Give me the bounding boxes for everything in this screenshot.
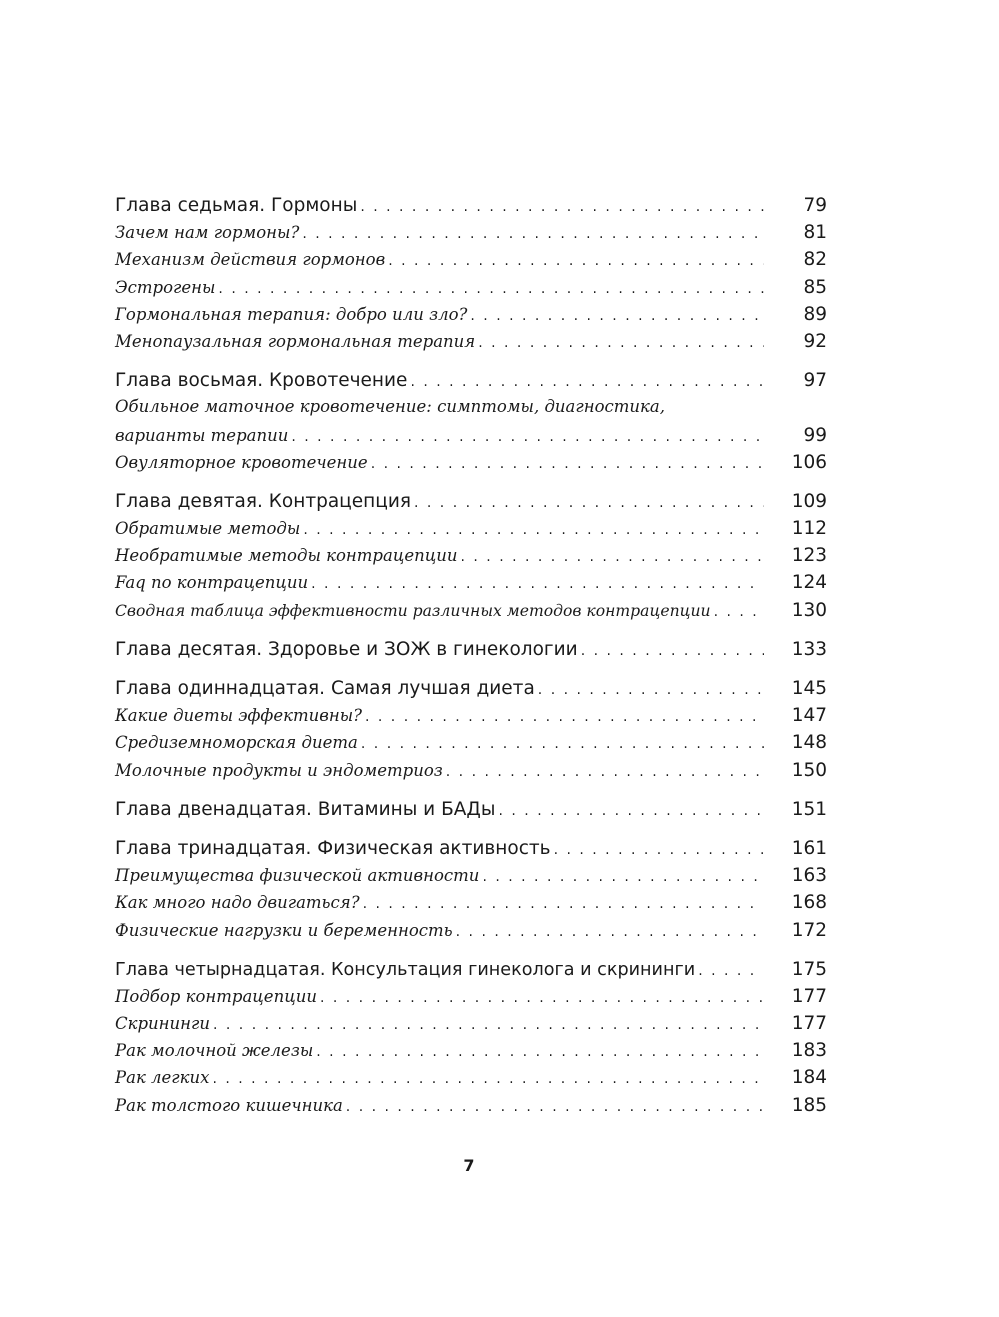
page-number: 92 [803,330,827,352]
chapter-title: Глава двенадцатая. Витамины и БАДы [115,798,496,820]
section-entry [115,277,827,304]
section-title: Faq по контрацепции [115,573,309,593]
dot-leader [461,549,765,565]
page-number: 147 [791,705,827,727]
chapter-entry [115,370,827,397]
table-of-contents [115,195,827,1134]
dot-leader [320,990,764,1006]
page-number: 175 [791,958,827,980]
section-title: Рак молочной железы [115,1041,314,1061]
dot-leader [291,429,764,445]
chapter-entry [115,491,827,518]
section-entry [115,920,827,947]
chapter-title: Глава тринадцатая. Физическая активность [115,837,551,859]
dot-leader [363,896,764,912]
section-entry [115,249,827,276]
section-title: Сводная таблица эффективности различных методов контрацепции [115,601,711,620]
section-entry [115,518,827,545]
chapter-entry [115,195,827,222]
page-number: 172 [791,919,827,941]
section-title: Гормональная терапия: добро или зло? [115,304,468,324]
chapter-group-10 [115,639,827,666]
section-entry [115,222,827,249]
chapter-entry [115,838,827,865]
section-title: Обратимые методы [115,519,301,539]
section-title: Менопаузальная гормональная терапия [115,331,476,351]
page-number: 85 [803,276,827,298]
chapter-group-14 [115,959,827,1122]
dot-leader [581,643,764,659]
section-title: Зачем нам гормоны? [115,223,300,243]
chapter-group-8 [115,370,827,479]
section-title: Подбор контрацепции [115,986,317,1006]
page-number: 177 [791,985,827,1007]
page-number: 184 [791,1067,827,1089]
dot-leader [499,803,765,819]
dot-leader [360,199,764,215]
page-number: 82 [803,249,827,271]
dot-leader [212,1071,764,1087]
section-title: Как много надо двигаться? [115,893,360,913]
section-title: Преимущества физической активности [115,866,480,886]
section-entry [115,425,827,452]
page-number: 79 [803,195,827,216]
dot-leader [714,604,764,620]
page-number: 99 [803,424,827,446]
chapter-entry [115,799,827,826]
section-entry [115,760,827,787]
section-title: Эстрогены [115,277,216,297]
dot-leader [478,335,764,351]
section-title: Механизм действия гормонов [115,250,386,270]
section-entry [115,572,827,599]
page-number: 185 [791,1094,827,1116]
section-entry [115,331,827,358]
dot-leader [316,1044,764,1060]
dot-leader [554,842,764,858]
dot-leader [371,456,764,472]
dot-leader [456,924,764,940]
page-number: 168 [791,892,827,914]
chapter-title: Глава девятая. Контрацепция [115,490,411,512]
dot-leader [213,1017,764,1033]
dot-leader [470,308,764,324]
page-number: 106 [791,451,827,473]
page-number: 124 [791,572,827,594]
section-title: варианты терапии [115,425,289,445]
dot-leader [361,736,764,752]
dot-leader [482,869,764,885]
section-entry [115,452,827,479]
section-entry [115,600,827,627]
section-title: Рак толстого кишечника [115,1095,343,1115]
dot-leader [698,963,764,979]
chapter-group-7 [115,195,827,358]
page-number: 112 [791,518,827,540]
page-number: 123 [791,545,827,567]
chapter-group-13 [115,838,827,947]
section-title: Скрининги [115,1014,210,1034]
page-folio: 7 [463,1156,475,1175]
chapter-entry [115,959,827,986]
page-number: 183 [791,1040,827,1062]
section-entry [115,732,827,759]
page-number: 81 [803,222,827,244]
section-entry [115,892,827,919]
section-entry [115,1067,827,1094]
section-title: Физические нагрузки и беременность [115,920,453,940]
page-number: 145 [791,678,827,699]
dot-leader [388,253,764,269]
dot-leader [446,764,764,780]
chapter-title: Глава одиннадцатая. Самая лучшая диета [115,678,535,699]
page-number: 161 [791,837,827,859]
section-title: Какие диеты эффективны? [115,706,362,726]
section-title: Рак легких [115,1068,210,1088]
dot-leader [218,281,764,297]
dot-leader [302,226,764,242]
page-number: 133 [791,638,827,660]
page-number: 150 [791,759,827,781]
section-entry [115,304,827,331]
section-entry [115,705,827,732]
chapter-entry [115,678,827,705]
page-number: 148 [791,732,827,754]
dot-leader [303,522,764,538]
section-title: Необратимые методы контрацепции [115,546,458,566]
chapter-group-11 [115,678,827,787]
section-title: Молочные продукты и эндометриоз [115,760,443,780]
section-entry [115,986,827,1013]
section-entry [115,1040,827,1067]
chapter-title: Глава десятая. Здоровье и ЗОЖ в гинекологии [115,638,578,660]
page-number: 109 [791,490,827,512]
section-entry [115,1013,827,1040]
chapter-group-12 [115,799,827,826]
chapter-group-9 [115,491,827,627]
chapter-title: Глава четырнадцатая. Консультация гинеколога и скрининги [115,959,696,980]
section-title-line-1: Обильное маточное кровотечение: симптомы, диагностика, [115,397,665,417]
page-number: 177 [791,1013,827,1035]
section-entry [115,545,827,572]
section-entry [115,865,827,892]
section-title: Средиземноморская диета [115,733,358,753]
section-entry [115,1095,827,1122]
page-number: 130 [791,599,827,621]
chapter-title: Глава восьмая. Кровотечение [115,370,408,392]
dot-leader [311,576,764,592]
dot-leader [346,1099,764,1115]
page-number: 89 [803,303,827,325]
chapter-title: Глава седьмая. Гормоны [115,195,358,216]
dot-leader [365,709,764,725]
section-title: Овуляторное кровотечение [115,452,368,472]
dot-leader [410,374,764,390]
page-number: 163 [791,865,827,887]
page-number: 97 [803,370,827,392]
chapter-entry [115,639,827,666]
dot-leader [538,682,764,698]
page-number: 151 [791,798,827,820]
dot-leader [414,495,764,511]
